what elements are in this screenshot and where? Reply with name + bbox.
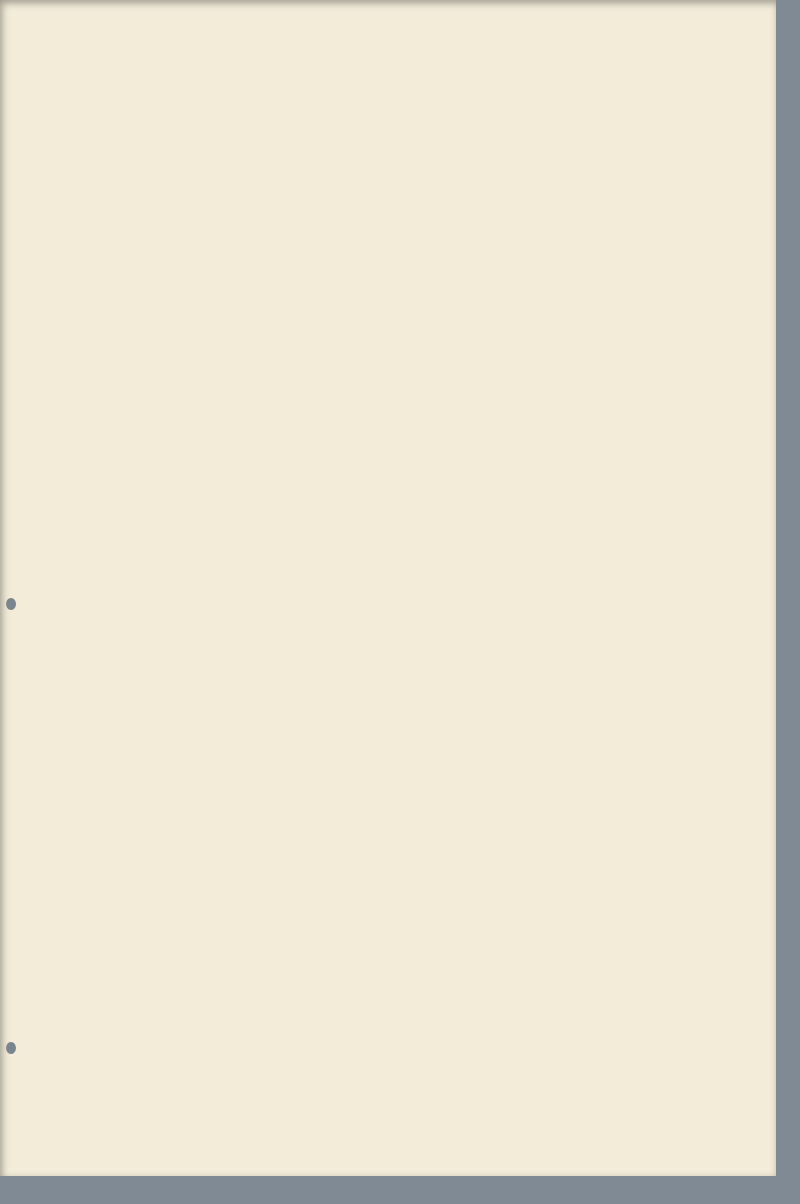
binding-hole bbox=[6, 1042, 16, 1054]
binding-hole bbox=[6, 598, 16, 610]
network-diagram bbox=[0, 0, 800, 470]
